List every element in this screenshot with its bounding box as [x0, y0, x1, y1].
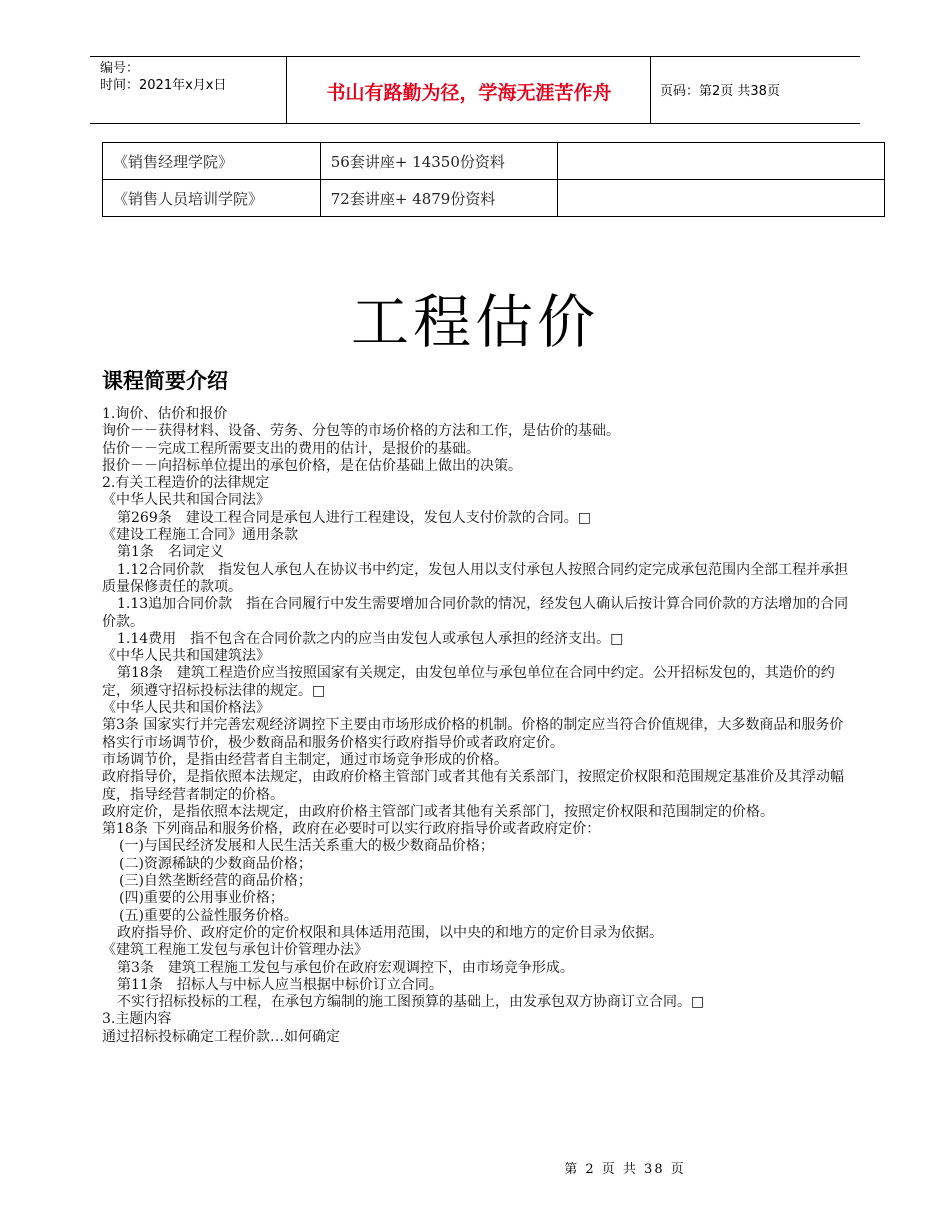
- body-line: 1.询价、估价和报价: [102, 406, 228, 422]
- body-line: 《中华人民共和国建筑法》: [102, 648, 270, 665]
- body-line: 政府定价，是指依照本法规定，由政府价格主管部门或者其他有关系部门，按照定价权限和范围制定的价格。: [102, 803, 774, 820]
- table-row: [103, 180, 885, 217]
- body-line: (五)重要的公益性服务价格。: [119, 907, 298, 924]
- body-line: 《中华人民共和国价格法》: [102, 700, 270, 717]
- body-line: 第11条 招标人与中标人应当根据中标价订立合同。: [117, 976, 443, 993]
- body-line: 《中华人民共和国合同法》: [102, 492, 270, 509]
- body-line: 第1条 名词定义: [117, 544, 224, 561]
- body-line: (四)重要的公用事业价格；: [119, 890, 284, 907]
- header-divider: [650, 56, 651, 123]
- body-line: 政府指导价、政府定价的定价权限和具体适用范围，以中央的和地方的定价目录为依据。: [117, 924, 663, 941]
- body-line: 第269条 建设工程合同是承包人进行工程建设，发包人支付价款的合同。□: [117, 509, 591, 526]
- resource-name: 《销售人员培训学院》: [103, 180, 321, 217]
- header-divider: [286, 56, 287, 123]
- body-line: (二)资源稀缺的少数商品价格；: [119, 855, 312, 872]
- body-line: 通过招标投标确定工程价款…如何确定: [102, 1028, 340, 1045]
- header-bottom-rule: [90, 123, 860, 124]
- header-top-rule: [90, 56, 860, 57]
- body-line: 3.主题内容: [102, 1011, 172, 1028]
- time-label: 时间：2021年x月x日: [100, 78, 227, 93]
- body-line: 《建设工程施工合同》通用条款: [102, 527, 298, 544]
- page-footer: 第 2 页 共 38 页: [564, 1162, 686, 1177]
- body-line: 估价－－完成工程所需要支出的费用的估计，是报价的基础。: [102, 440, 480, 457]
- resource-info: 72套讲座+ 4879份资料: [320, 180, 558, 217]
- body-line: 1.14费用 指不包含在合同价款之内的应当由发包人或承包人承担的经济支出。□: [117, 630, 624, 647]
- body-line: 《建筑工程施工发包与承包计价管理办法》: [102, 942, 368, 959]
- body-line: 第3条 国家实行并完善宏观经济调控下主要由市场形成价格的机制。价格的制定应当符合价值规律，大多数商品和服务价格实行市场调节价，极少数商品和服务价格实行政府指导价或者政府定价。: [102, 717, 844, 751]
- resource-table: [102, 142, 885, 217]
- body-line: 报价－－向招标单位提出的承包价格，是在估价基础上做出的决策。: [102, 457, 522, 474]
- body-line: 市场调节价，是指由经营者自主制定，通过市场竞争形成的价格。: [102, 751, 508, 768]
- body-line: 第18条 建筑工程造价应当按照国家有关规定，由发包单位与承包单位在合同中约定。公开招标发包的，其造价的约定，须遵守招标投标法律的规定。□: [102, 665, 835, 699]
- document-title: 工程估价: [350, 288, 599, 356]
- body-line: 第18条 下列商品和服务价格，政府在必要时可以实行政府指导价或者政府定价：: [102, 821, 601, 838]
- document-body: [102, 406, 852, 1046]
- body-line: 不实行招标投标的工程，在承包方编制的施工图预算的基础上，由发承包双方协商订立合同。□: [117, 994, 705, 1011]
- body-line: (一)与国民经济发展和人民生活关系重大的极少数商品价格；: [119, 838, 494, 855]
- resource-name: 《销售经理学院》: [103, 143, 321, 180]
- header-meta: [100, 60, 226, 94]
- body-line: 2.有关工程造价的法律规定: [102, 475, 270, 492]
- body-line: (三)自然垄断经营的商品价格；: [119, 873, 312, 890]
- resource-info: 56套讲座+ 14350份资料: [320, 143, 558, 180]
- number-label: 编号：: [100, 61, 140, 76]
- body-line: 1.13追加合同价款 指在合同履行中发生需要增加合同价款的情况，经发包人确认后按计算合同价款的方法增加的合同价款。: [102, 596, 849, 630]
- body-line: 政府指导价，是指依照本法规定，由政府价格主管部门或者其他有关系部门，按照定价权限和范围规定基准价及其浮动幅度，指导经营者制定的价格。: [102, 769, 844, 803]
- section-title: 课程简要介绍: [102, 369, 228, 393]
- header-page-label: 页码：第2页 共38页: [660, 84, 780, 99]
- resource-extra: [558, 143, 885, 180]
- body-line: 询价－－获得材料、设备、劳务、分包等的市场价格的方法和工作，是估价的基础。: [102, 423, 620, 440]
- body-line: 1.12合同价款 指发包人承包人在协议书中约定，发包人用以支付承包人按照合同约定完成承包范围内全部工程并承担质量保修责任的款项。: [102, 561, 849, 595]
- resource-extra: [558, 180, 885, 217]
- table-row: [103, 143, 885, 180]
- body-line: 第3条 建筑工程施工发包与承包价在政府宏观调控下，由市场竞争形成。: [117, 959, 574, 976]
- header-motto: 书山有路勤为径，学海无涯苦作舟: [326, 82, 612, 104]
